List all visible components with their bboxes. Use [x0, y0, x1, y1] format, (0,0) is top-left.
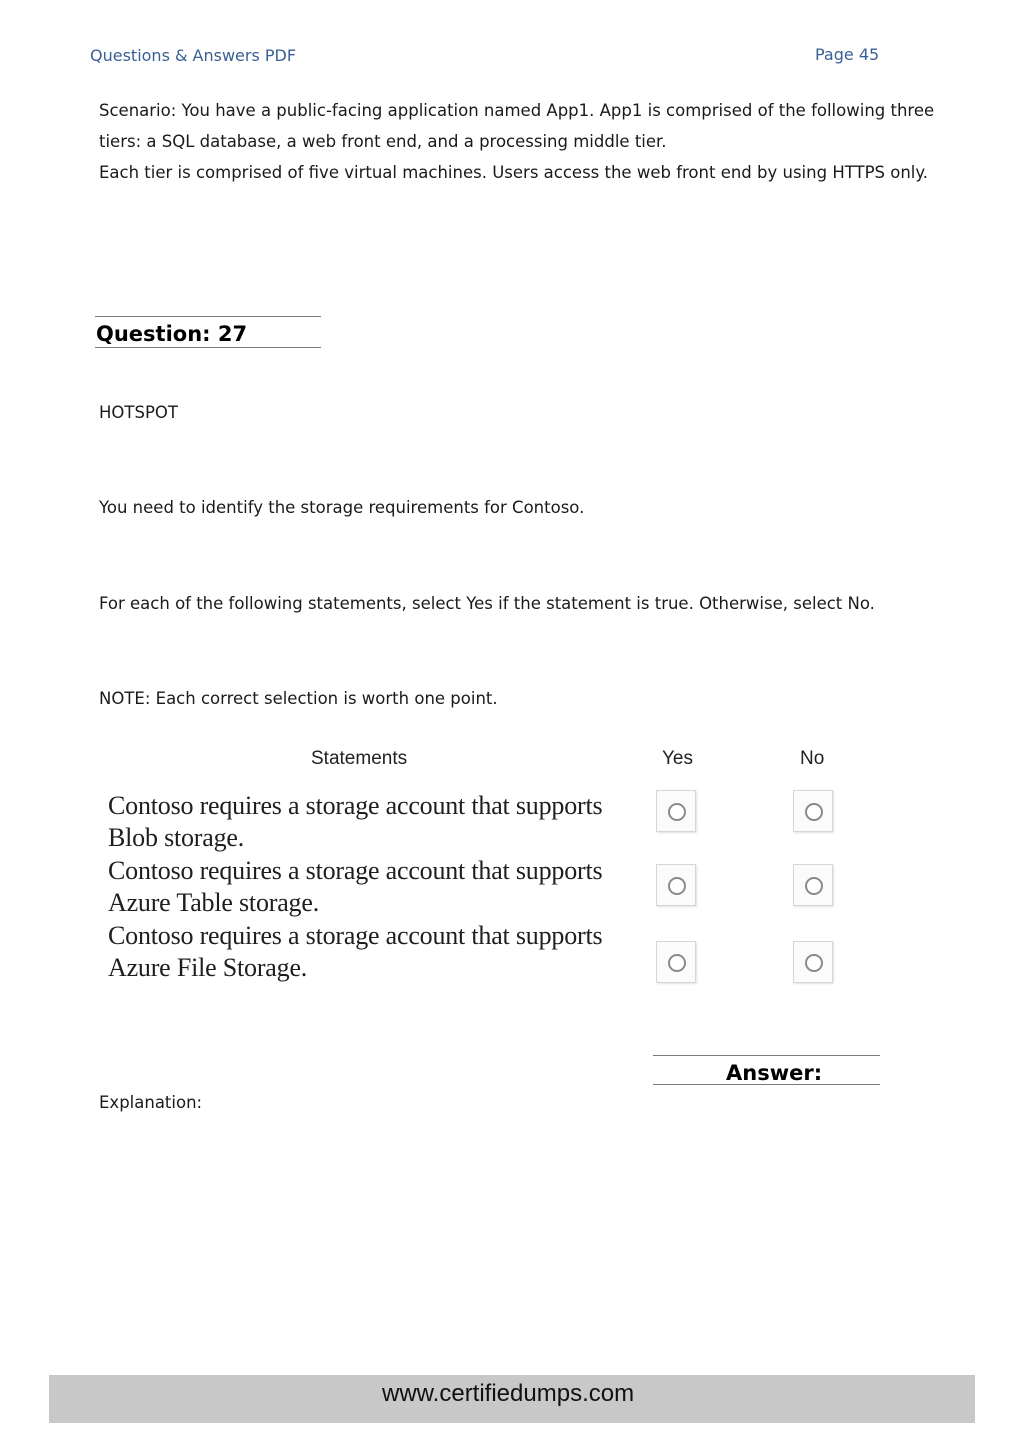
- footer-site-link[interactable]: www.certifiedumps.com: [382, 1380, 635, 1407]
- statement-row-1-line-1: Contoso requires a storage account that supports: [108, 791, 603, 820]
- row-2-yes-radio[interactable]: [656, 864, 696, 906]
- answer-top-rule: [653, 1055, 880, 1056]
- radio-circle-icon: [805, 803, 823, 821]
- question-title: Question: 27: [96, 322, 248, 346]
- question-note: NOTE: Each correct selection is worth one point.: [99, 689, 498, 708]
- statement-row-3-line-2: Azure File Storage.: [108, 953, 308, 982]
- scenario-line-1: Scenario: You have a public-facing application named App1. App1 is comprised of the following three: [99, 101, 935, 120]
- statement-row-3-line-1: Contoso requires a storage account that supports: [108, 921, 603, 950]
- question-instruction: For each of the following statements, select Yes if the statement is true. Otherwise, select No.: [99, 594, 875, 613]
- document-header-title: Questions & Answers PDF: [90, 46, 297, 65]
- question-prompt: You need to identify the storage requirements for Contoso.: [99, 498, 585, 517]
- question-type: HOTSPOT: [99, 403, 178, 422]
- statement-row-2: [108, 855, 638, 919]
- radio-circle-icon: [805, 954, 823, 972]
- scenario-line-3: Each tier is comprised of five virtual machines. Users access the web front end by using HTTPS only.: [99, 163, 929, 182]
- statement-row-2-line-2: Azure Table storage.: [108, 888, 319, 917]
- statements-column-header: Statements: [311, 748, 408, 769]
- no-column-header: No: [800, 748, 825, 769]
- row-1-yes-radio[interactable]: [656, 790, 696, 832]
- radio-circle-icon: [805, 877, 823, 895]
- question-bottom-rule: [95, 347, 321, 348]
- answer-bottom-rule: [653, 1084, 880, 1085]
- page-number: Page 45: [815, 45, 880, 64]
- statement-row-1-line-2: Blob storage.: [108, 823, 245, 852]
- scenario-text: [99, 95, 934, 188]
- radio-circle-icon: [668, 877, 686, 895]
- row-3-yes-radio[interactable]: [656, 941, 696, 983]
- radio-circle-icon: [668, 954, 686, 972]
- row-3-no-radio[interactable]: [793, 941, 833, 983]
- statement-row-2-line-1: Contoso requires a storage account that supports: [108, 856, 603, 885]
- statement-row-3: [108, 920, 638, 984]
- row-2-no-radio[interactable]: [793, 864, 833, 906]
- row-1-no-radio[interactable]: [793, 790, 833, 832]
- scenario-line-2: tiers: a SQL database, a web front end, and a processing middle tier.: [99, 132, 667, 151]
- radio-circle-icon: [668, 803, 686, 821]
- yes-column-header: Yes: [662, 748, 693, 769]
- question-top-rule: [95, 316, 321, 317]
- statement-row-1: [108, 790, 638, 854]
- explanation-label: Explanation:: [99, 1093, 203, 1112]
- answer-label: Answer:: [726, 1061, 823, 1085]
- hotspot-table: [100, 742, 838, 990]
